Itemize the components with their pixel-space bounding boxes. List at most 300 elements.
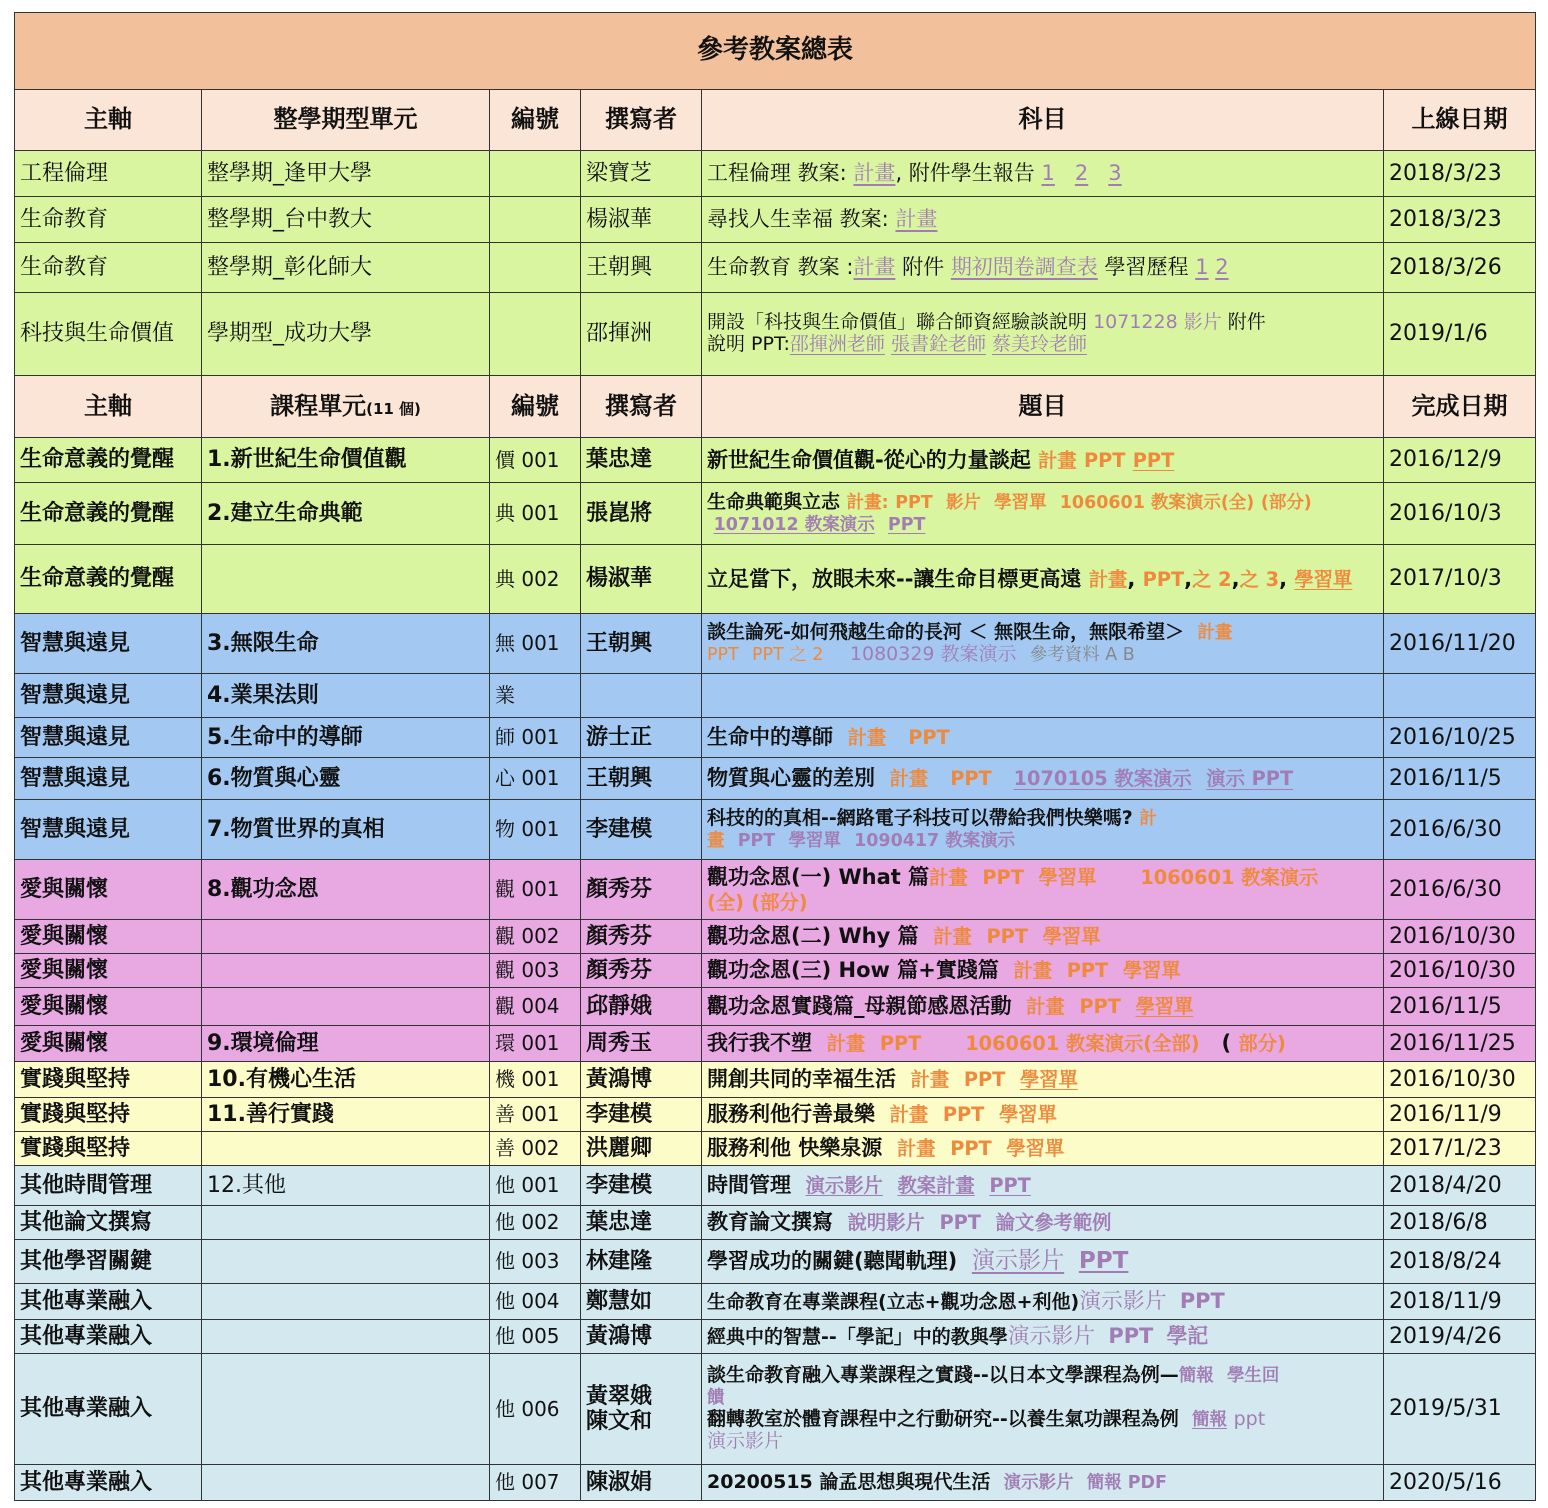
ppt-link[interactable]: PPT	[1079, 995, 1121, 1019]
ppt-link[interactable]: ppt	[1233, 1408, 1266, 1430]
table-row	[15, 197, 1536, 243]
unit-cell	[202, 545, 490, 614]
plan-link[interactable]: 計畫	[929, 866, 968, 890]
date-cell: 2016/11/9	[1384, 1098, 1536, 1132]
subject-text: 生命教育 教案 :	[707, 255, 854, 280]
plan-link[interactable]: 計畫	[1026, 995, 1065, 1019]
ppt-link[interactable]: PPT	[950, 1137, 992, 1161]
date-cell: 2018/11/9	[1384, 1284, 1536, 1320]
author-cell: 黃鴻博	[581, 1062, 702, 1098]
axis-cell: 生命意義的覺醒	[15, 545, 202, 614]
ppt-link[interactable]: PPT	[895, 492, 933, 513]
worksheet-link[interactable]: 學習單	[1042, 925, 1101, 949]
author-cell: 黃鴻博	[581, 1320, 702, 1354]
code-cell: 他 004	[490, 1284, 581, 1320]
ppt-link[interactable]: PPT	[879, 1032, 922, 1056]
ppt-link[interactable]: PPT	[989, 1174, 1031, 1198]
date-cell: 2016/11/5	[1384, 758, 1536, 800]
date-cell: 2019/1/6	[1384, 293, 1536, 376]
header-done-date: 完成日期	[1384, 376, 1536, 438]
axis-cell: 其他學習關鍵	[15, 1240, 202, 1284]
table-row	[15, 718, 1536, 758]
topic-cell	[702, 800, 1384, 860]
demo-link[interactable]: 1070105 教案演示	[1013, 767, 1192, 791]
lesson-header-row	[15, 376, 1536, 438]
topic-text: 觀功念恩(二) Why 篇	[707, 924, 919, 949]
history-link-1[interactable]: 1	[1195, 255, 1209, 280]
date-cell: 2018/3/23	[1384, 151, 1536, 197]
header-axis: 主軸	[15, 90, 202, 151]
subject-cell	[702, 293, 1384, 376]
table-row	[15, 1206, 1536, 1240]
topic-cell	[702, 1026, 1384, 1062]
axis-cell: 愛與關懷	[15, 860, 202, 920]
table-row	[15, 860, 1536, 920]
code-cell: 物 001	[490, 800, 581, 860]
author-cell: 周秀玉	[581, 1026, 702, 1062]
code-cell: 觀 004	[490, 988, 581, 1026]
table-row	[15, 1166, 1536, 1206]
author-cell: 林建隆	[581, 1240, 702, 1284]
header-axis: 主軸	[15, 376, 202, 438]
demo-link[interactable]: 1060601 教案演示(全)	[1059, 492, 1255, 513]
author-cell: 王朝興	[581, 614, 702, 674]
table-row	[15, 243, 1536, 293]
date-cell: 2016/12/9	[1384, 438, 1536, 483]
topic-cell	[702, 1320, 1384, 1354]
topic-cell	[702, 1098, 1384, 1132]
axis-cell: 愛與關懷	[15, 988, 202, 1026]
author-cell	[581, 1354, 702, 1465]
unit-cell: 整學期_逢甲大學	[202, 151, 490, 197]
header-unit: 整學期型單元	[202, 90, 490, 151]
table-row	[15, 293, 1536, 376]
subject-text: 工程倫理 教案:	[707, 161, 847, 186]
unit-cell: 整學期_台中教大	[202, 197, 490, 243]
demo-video-link[interactable]: 演示影片	[707, 1429, 784, 1452]
code-cell: 觀 001	[490, 860, 581, 920]
axis-cell: 其他論文撰寫	[15, 1206, 202, 1240]
teacher-link-2[interactable]: 張書銓老師	[890, 333, 986, 355]
topic-text: 物質與心靈的差別	[707, 766, 875, 791]
date-cell: 2018/6/8	[1384, 1206, 1536, 1240]
unit-cell: 3.無限生命	[202, 614, 490, 674]
table-row	[15, 1026, 1536, 1062]
unit-cell	[202, 1240, 490, 1284]
topic-cell	[702, 438, 1384, 483]
subject-text: 開設「科技與生命價值」聯合師資經驗談說明	[707, 311, 1088, 334]
history-link-2[interactable]: 2	[1215, 255, 1229, 280]
ppt-link[interactable]: PPT	[986, 925, 1028, 949]
table-row	[15, 1098, 1536, 1132]
topic-text: 學習成功的關鍵(聽聞軌理)	[707, 1249, 958, 1274]
topic-text: 生命教育在專業課程(立志+觀功念恩+利他)	[707, 1290, 1080, 1313]
date-cell: 2018/3/23	[1384, 197, 1536, 243]
topic-cell	[702, 988, 1384, 1026]
ppt-link[interactable]: PPT	[1108, 1323, 1154, 1348]
author-cell: 楊淑華	[581, 197, 702, 243]
reference-link[interactable]: 學記	[1166, 1323, 1209, 1348]
axis-cell: 生命意義的覺醒	[15, 483, 202, 545]
header-unit-count: (11 個)	[366, 399, 421, 418]
topic-text: 教育論文撰寫	[707, 1210, 833, 1235]
header-topic: 題目	[702, 376, 1384, 438]
unit-cell	[202, 920, 490, 954]
date-cell: 2019/4/26	[1384, 1320, 1536, 1354]
header-code: 編號	[490, 90, 581, 151]
plan-link[interactable]: 計	[1139, 808, 1157, 829]
author-cell: 邱靜娥	[581, 988, 702, 1026]
survey-link[interactable]: 期初問卷調查表	[950, 255, 1098, 280]
axis-cell: 實踐與堅持	[15, 1098, 202, 1132]
slides-pdf-link[interactable]: 簡報 PDF	[1086, 1472, 1167, 1493]
unit-cell: 8.觀功念恩	[202, 860, 490, 920]
ppt-link[interactable]: PPT	[942, 1103, 985, 1127]
topic-cell: 立足當下，放眼未來--讓生命目標更高遠 計畫, PPT,之 2,之 3, 學習單	[702, 545, 1384, 614]
axis-cell: 其他時間管理	[15, 1166, 202, 1206]
worksheet-link[interactable]: 學習單	[1006, 1137, 1065, 1161]
page-title: 參考教案總表	[15, 13, 1536, 90]
demo-full-link[interactable]: (全)	[707, 890, 744, 914]
header-online-date: 上線日期	[1384, 90, 1536, 151]
date-cell: 2016/6/30	[1384, 860, 1536, 920]
axis-cell: 生命意義的覺醒	[15, 438, 202, 483]
ppt-2-link[interactable]: 之 2	[1192, 567, 1232, 591]
table-row	[15, 1240, 1536, 1284]
worksheet-link[interactable]: 學習單	[1294, 567, 1353, 591]
demo-link[interactable]: 1080329 教案演示	[849, 642, 1017, 665]
code-cell: 典 001	[490, 483, 581, 545]
topic-text: 翻轉教室於體育課程中之行動研究--以養生氣功課程為例	[707, 1408, 1179, 1430]
plan-link[interactable]: 計畫	[853, 161, 896, 186]
unit-cell: 12.其他	[202, 1166, 490, 1206]
topic-cell	[702, 483, 1384, 545]
unit-cell: 9.環境倫理	[202, 1026, 490, 1062]
plan-link[interactable]: 計畫:	[846, 492, 889, 513]
date-cell	[1384, 674, 1536, 718]
code-cell: 環 001	[490, 1026, 581, 1062]
author-cell: 洪麗卿	[581, 1132, 702, 1166]
table-row	[15, 800, 1536, 860]
plan-link[interactable]: 計畫	[910, 1068, 950, 1092]
code-cell: 他 005	[490, 1320, 581, 1354]
axis-cell: 智慧與遠見	[15, 758, 202, 800]
date-cell: 2016/10/30	[1384, 920, 1536, 954]
topic-text: 生命中的導師	[707, 725, 833, 750]
unit-cell: 6.物質與心靈	[202, 758, 490, 800]
code-cell	[490, 293, 581, 376]
ppt-link[interactable]: PPT	[1179, 1288, 1225, 1313]
demo-video-link[interactable]: 演示影片	[805, 1174, 883, 1198]
worksheet-link[interactable]: 學習單	[1122, 959, 1181, 983]
topic-cell	[702, 954, 1384, 988]
plan-link[interactable]: 畫	[707, 830, 725, 851]
table-row	[15, 483, 1536, 545]
axis-cell: 智慧與遠見	[15, 674, 202, 718]
code-cell: 他 001	[490, 1166, 581, 1206]
plan-link[interactable]: 計畫	[889, 1103, 929, 1127]
feedback-link[interactable]: 學生回	[1226, 1366, 1280, 1387]
topic-cell	[702, 1354, 1384, 1465]
topic-cell	[702, 1284, 1384, 1320]
topic-cell	[702, 718, 1384, 758]
plan-link[interactable]: 教案計畫	[897, 1174, 975, 1198]
plan-link[interactable]: 計畫	[895, 207, 938, 232]
author-cell: 張崑將	[581, 483, 702, 545]
author-cell: 顏秀芬	[581, 954, 702, 988]
date-cell: 2018/4/20	[1384, 1166, 1536, 1206]
lesson-plan-table	[14, 12, 1536, 1501]
attach-label: 附件	[1221, 311, 1266, 334]
demo-part-link[interactable]: (部分)	[1260, 492, 1312, 513]
teacher-link-1[interactable]: 邵揮洲老師	[789, 333, 885, 355]
worksheet-link[interactable]: 學習單	[1135, 995, 1194, 1019]
header-code: 編號	[490, 376, 581, 438]
demo-video-link[interactable]: 演示影片	[1079, 1288, 1167, 1314]
date-cell: 2019/5/31	[1384, 1354, 1536, 1465]
date-cell: 2018/3/26	[1384, 243, 1536, 293]
ppt-link[interactable]: PPT	[737, 830, 776, 851]
author-cell: 陳淑娟	[581, 1465, 702, 1501]
ppt-link[interactable]: PPT	[1132, 448, 1175, 472]
plan-link[interactable]: 計畫	[1038, 448, 1077, 472]
subject-text: 尋找人生幸福 教案:	[707, 207, 889, 232]
demo-link[interactable]: 1060601 教案演示	[1140, 866, 1319, 890]
slides-link[interactable]: 簡報	[1192, 1410, 1227, 1430]
date-cell: 2020/5/16	[1384, 1465, 1536, 1501]
unit-cell	[202, 988, 490, 1026]
header-author: 撰寫者	[581, 90, 702, 151]
reference-link[interactable]: 參考資料 A B	[1029, 644, 1135, 665]
author-cell: 葉忠達	[581, 438, 702, 483]
topic-cell	[702, 758, 1384, 800]
ppt-link[interactable]: PPT	[950, 767, 992, 791]
date-cell: 2017/1/23	[1384, 1132, 1536, 1166]
table-row	[15, 920, 1536, 954]
demo-link[interactable]: 1060601 教案演示(全部)	[965, 1032, 1200, 1056]
axis-cell: 智慧與遠見	[15, 800, 202, 860]
plan-link[interactable]: 計畫	[896, 1137, 936, 1161]
code-cell: 他 002	[490, 1206, 581, 1240]
topic-text: 談生論死-如何飛越生命的長河 ＜ 無限生命，無限希望＞	[707, 620, 1185, 643]
date-cell: 2016/10/30	[1384, 1062, 1536, 1098]
axis-cell: 其他專業融入	[15, 1354, 202, 1465]
axis-cell: 其他專業融入	[15, 1465, 202, 1501]
date-cell: 2016/10/3	[1384, 483, 1536, 545]
author-cell: 王朝興	[581, 243, 702, 293]
code-cell: 師 001	[490, 718, 581, 758]
date-cell: 2016/10/25	[1384, 718, 1536, 758]
date-cell: 2017/10/3	[1384, 545, 1536, 614]
unit-cell: 整學期_彰化師大	[202, 243, 490, 293]
header-subject: 科目	[702, 90, 1384, 151]
report-link-2[interactable]: 2	[1074, 161, 1089, 186]
unit-cell	[202, 1320, 490, 1354]
topic-text: 新世紀生命價值觀-從心的力量談起	[707, 447, 1031, 472]
table-row	[15, 1132, 1536, 1166]
unit-cell: 5.生命中的導師	[202, 718, 490, 758]
author-cell: 顏秀芬	[581, 920, 702, 954]
unit-cell: 4.業果法則	[202, 674, 490, 718]
feedback-link[interactable]: 饋	[707, 1388, 725, 1409]
author-cell: 楊淑華	[581, 545, 702, 614]
topic-cell	[702, 1132, 1384, 1166]
table-row	[15, 954, 1536, 988]
code-cell: 心 001	[490, 758, 581, 800]
worksheet-link[interactable]: 學習單	[1038, 866, 1097, 890]
axis-cell: 生命教育	[15, 243, 202, 293]
author-cell	[581, 674, 702, 718]
ppt-link[interactable]: PPT	[707, 644, 739, 665]
report-link-1[interactable]: 1	[1041, 161, 1055, 186]
topic-cell	[702, 1166, 1384, 1206]
author-name: 陳文和	[586, 1409, 653, 1434]
attach-label: , 附件學生報告	[895, 161, 1035, 186]
plan-link[interactable]: 計畫	[847, 726, 887, 750]
ppt-link[interactable]: PPT	[1066, 959, 1109, 983]
plan-link[interactable]: 計畫	[933, 925, 972, 949]
worksheet-link[interactable]: 學習單	[788, 830, 841, 851]
slides-link[interactable]: 簡報	[1178, 1366, 1214, 1387]
topic-text: 20200515 論孟思想與現代生活	[707, 1470, 991, 1493]
teacher-link-3[interactable]: 蔡美玲老師	[992, 333, 1088, 355]
axis-cell: 愛與關懷	[15, 1026, 202, 1062]
video-link[interactable]: 影片	[945, 492, 981, 513]
table-row	[15, 1284, 1536, 1320]
author-cell: 游士正	[581, 718, 702, 758]
table-row	[15, 758, 1536, 800]
table-row	[15, 1465, 1536, 1501]
unit-cell	[202, 1354, 490, 1465]
semester-header-row	[15, 90, 1536, 151]
demo-ppt-link[interactable]: 演示 PPT	[1206, 767, 1294, 791]
axis-cell: 其他專業融入	[15, 1320, 202, 1354]
topic-text: 科技的的真相--網路電子科技可以帶給我們快樂嗎?	[707, 806, 1133, 829]
demo-video-link[interactable]: 演示影片	[971, 1248, 1065, 1275]
ppt-link[interactable]: PPT	[908, 726, 950, 750]
code-cell: 機 001	[490, 1062, 581, 1098]
unit-cell	[202, 1465, 490, 1501]
axis-cell: 愛與關懷	[15, 954, 202, 988]
unit-cell: 10.有機心生活	[202, 1062, 490, 1098]
topic-cell	[702, 920, 1384, 954]
ppt-link[interactable]: PPT	[1078, 1248, 1129, 1275]
demo-part-link[interactable]: (部分)	[751, 890, 808, 914]
video-link[interactable]: 1071228 影片	[1093, 311, 1222, 334]
code-cell: 典 002	[490, 545, 581, 614]
ppt-link[interactable]: PPT	[887, 514, 926, 535]
demo-link[interactable]: 1090417 教案演示	[854, 830, 1016, 851]
topic-text: 時間管理	[707, 1173, 791, 1198]
unit-cell	[202, 1206, 490, 1240]
topic-cell	[702, 1062, 1384, 1098]
axis-cell: 智慧與遠見	[15, 614, 202, 674]
topic-cell	[702, 1206, 1384, 1240]
plan-link[interactable]: 計畫	[1013, 959, 1053, 983]
plan-link[interactable]: 計畫	[853, 255, 896, 280]
plan-link[interactable]: 計畫	[826, 1032, 866, 1056]
date-cell: 2016/11/25	[1384, 1026, 1536, 1062]
reference-link[interactable]: 論文參考範例	[995, 1211, 1112, 1235]
ppt-link[interactable]: PPT	[1083, 448, 1126, 472]
ppt-2-link[interactable]: PPT 之 2	[751, 644, 824, 665]
ppt-link[interactable]: PPT	[1142, 567, 1185, 591]
author-cell: 顏秀芬	[581, 860, 702, 920]
demo-link[interactable]: 1071012 教案演示	[713, 514, 875, 535]
code-cell: 業	[490, 674, 581, 718]
date-cell: 2018/8/24	[1384, 1240, 1536, 1284]
plan-link[interactable]: 計畫	[1197, 622, 1233, 643]
table-row	[15, 1062, 1536, 1098]
topic-text: 觀功念恩實踐篇_母親節感恩活動	[707, 994, 1012, 1019]
topic-text: 觀功念恩(一) What 篇	[707, 865, 930, 890]
demo-video-link[interactable]: 演示影片	[1003, 1472, 1074, 1493]
table-title-row	[15, 13, 1536, 90]
topic-cell	[702, 860, 1384, 920]
worksheet-link[interactable]: 學習單	[1019, 1068, 1078, 1092]
table-row	[15, 988, 1536, 1026]
code-cell	[490, 151, 581, 197]
axis-cell: 科技與生命價值	[15, 293, 202, 376]
table-row	[15, 151, 1536, 197]
author-cell: 邵揮洲	[581, 293, 702, 376]
video-link[interactable]: 說明影片	[847, 1211, 925, 1235]
worksheet-link[interactable]: 學習單	[998, 1103, 1057, 1127]
ppt-link[interactable]: PPT	[982, 866, 1024, 890]
date-cell: 2016/11/5	[1384, 988, 1536, 1026]
unit-cell: 7.物質世界的真相	[202, 800, 490, 860]
topic-text: 立足當下，放眼未來--讓生命目標更高遠	[707, 566, 1082, 591]
plan-link[interactable]: 計畫	[1088, 567, 1128, 591]
code-cell: 善 001	[490, 1098, 581, 1132]
axis-cell: 實踐與堅持	[15, 1132, 202, 1166]
author-cell: 鄭慧如	[581, 1284, 702, 1320]
subject-cell	[702, 197, 1384, 243]
worksheet-link[interactable]: 學習單	[994, 492, 1047, 513]
header-unit	[202, 376, 490, 438]
axis-cell: 生命教育	[15, 197, 202, 243]
author-cell: 李建模	[581, 1098, 702, 1132]
report-link-3[interactable]: 3	[1108, 161, 1122, 186]
ppt-link[interactable]: PPT	[963, 1068, 1006, 1092]
unit-cell	[202, 1132, 490, 1166]
author-name: 黃翠娥	[586, 1383, 653, 1409]
header-author: 撰寫者	[581, 376, 702, 438]
topic-text: 開創共同的幸福生活	[707, 1067, 896, 1092]
axis-cell: 工程倫理	[15, 151, 202, 197]
topic-text: 服務利他行善最樂	[707, 1102, 875, 1127]
ppt-link[interactable]: PPT	[939, 1211, 981, 1235]
header-unit-label: 課程單元	[270, 391, 367, 420]
table-row	[15, 1354, 1536, 1465]
unit-cell: 1.新世紀生命價值觀	[202, 438, 490, 483]
topic-text: 談生命教育融入專業課程之實踐--以日本文學課程為例—	[707, 1364, 1179, 1387]
plan-link[interactable]: 計畫	[889, 767, 929, 791]
demo-part-link[interactable]: 部分)	[1238, 1032, 1286, 1056]
code-cell: 他 006	[490, 1354, 581, 1465]
code-cell: 他 007	[490, 1465, 581, 1501]
paren-text: (	[1221, 1031, 1232, 1056]
date-cell: 2016/6/30	[1384, 800, 1536, 860]
topic-text: 經典中的智慧--「學記」中的教與學	[707, 1325, 1008, 1348]
ppt-3-link[interactable]: 之 3	[1239, 567, 1280, 591]
author-cell: 葉忠達	[581, 1206, 702, 1240]
axis-cell: 愛與關懷	[15, 920, 202, 954]
unit-cell	[202, 954, 490, 988]
topic-text: 我行我不塑	[707, 1031, 812, 1056]
demo-video-link[interactable]: 演示影片	[1007, 1323, 1096, 1349]
code-cell: 無 001	[490, 614, 581, 674]
